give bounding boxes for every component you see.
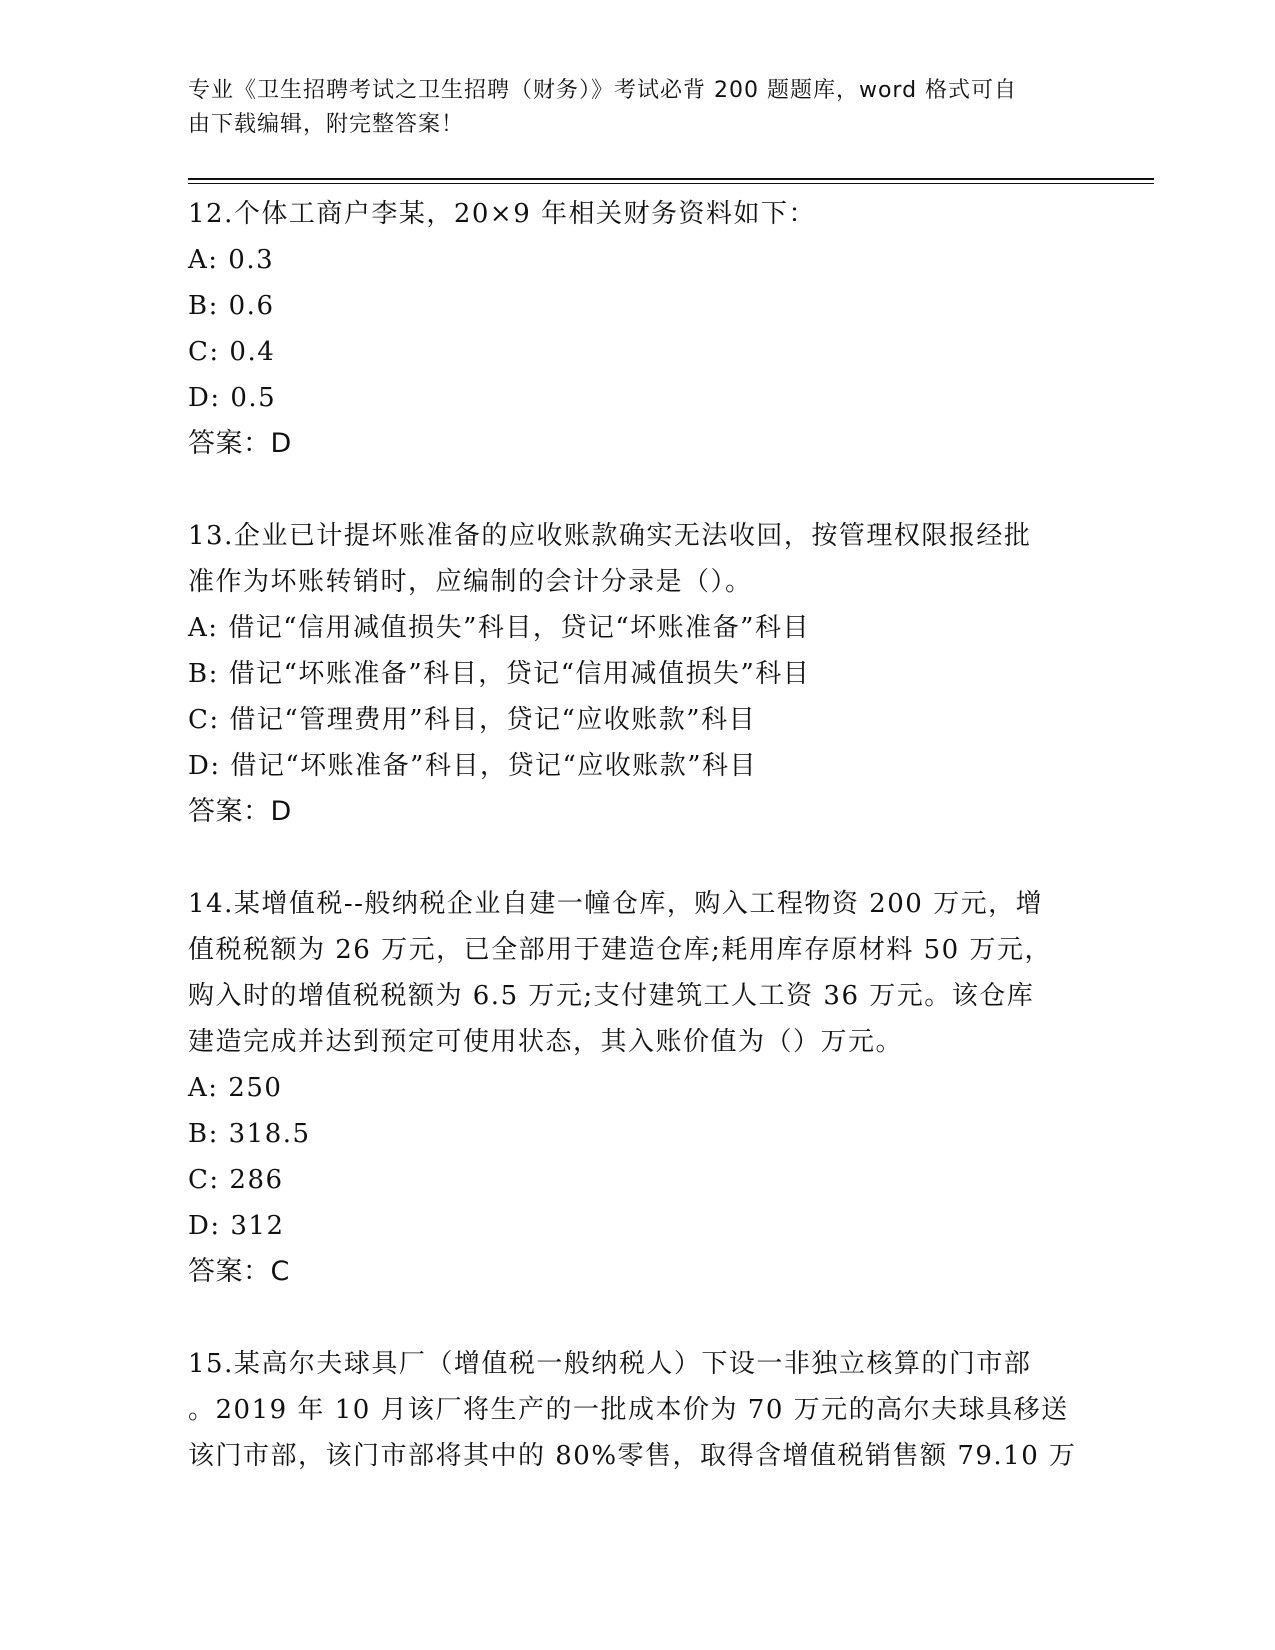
question-14 (188, 881, 1088, 1295)
question-gap (188, 1295, 1088, 1341)
option-a: A: 借记“信用减值损失”科目，贷记“坏账准备”科目 (188, 613, 810, 643)
header-line-2: 由下载编辑，附完整答案！ (188, 112, 465, 137)
option-c: C: 286 (188, 1165, 284, 1195)
option-d: D: 0.5 (188, 383, 277, 413)
question-stem-line: 14.某增值税--般纳税企业自建一幢仓库，购入工程物资 200 万元，增 (188, 889, 1044, 919)
option-b: B: 0.6 (188, 291, 275, 321)
question-stem-line: 12.个体工商户李某，20×9 年相关财务资料如下： (188, 199, 817, 229)
question-stem-line: 准作为坏账转销时，应编制的会计分录是（）。 (188, 567, 753, 597)
option-d: D: 312 (188, 1211, 285, 1241)
answer-line: 答案：D (188, 428, 292, 459)
option-b: B: 318.5 (188, 1119, 311, 1149)
question-list (188, 191, 1088, 1479)
question-15 (188, 1341, 1088, 1479)
question-gap (188, 835, 1088, 881)
question-stem-line: 该门市部，该门市部将其中的 80%零售，取得含增值税销售额 79.10 万 (188, 1441, 1077, 1471)
header-line-1: 专业《卫生招聘考试之卫生招聘（财务）》考试必背 200 题题库，word 格式可自 (188, 78, 1018, 103)
header-rule-thin (188, 183, 1154, 184)
option-b: B: 借记“坏账准备”科目，贷记“信用减值损失”科目 (188, 659, 811, 689)
document-header (188, 74, 1088, 142)
option-c: C: 0.4 (188, 337, 276, 367)
question-stem-line: 建造完成并达到预定可使用状态，其入账价值为（）万元。 (188, 1027, 904, 1057)
answer-line: 答案：C (188, 1256, 290, 1287)
answer-line: 答案：D (188, 796, 292, 827)
question-stem-line: 值税税额为 26 万元，已全部用于建造仓库;耗用库存原材料 50 万元， (188, 935, 1052, 965)
question-stem-line: 。2019 年 10 月该厂将生产的一批成本价为 70 万元的高尔夫球具移送 (188, 1395, 1069, 1425)
option-c: C: 借记“管理费用”科目，贷记“应收账款”科目 (188, 705, 757, 735)
question-stem-line: 购入时的增值税税额为 6.5 万元;支付建筑工人工资 36 万元。该仓库 (188, 981, 1035, 1011)
option-d: D: 借记“坏账准备”科目，贷记“应收账款”科目 (188, 751, 758, 781)
question-gap (188, 467, 1088, 513)
question-stem-line: 15.某高尔夫球具厂（增值税一般纳税人）下设一非独立核算的门市部 (188, 1349, 1032, 1379)
question-12 (188, 191, 1088, 467)
header-rule-thick (188, 178, 1154, 180)
question-13 (188, 513, 1088, 835)
question-stem-line: 13.企业已计提坏账准备的应收账款确实无法收回，按管理权限报经批 (188, 521, 1032, 551)
option-a: A: 250 (188, 1073, 283, 1103)
option-a: A: 0.3 (188, 245, 275, 275)
